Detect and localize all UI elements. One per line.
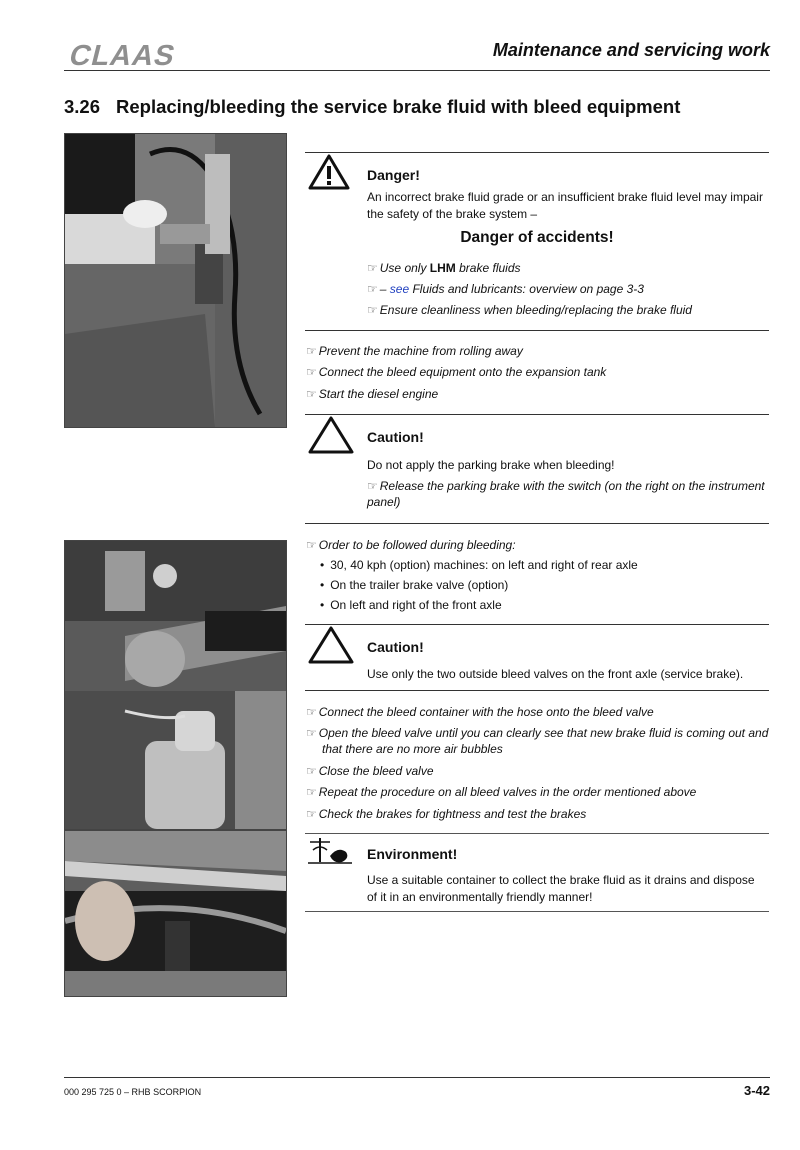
environment-icon — [308, 836, 352, 871]
caution1-bottom-rule — [305, 523, 769, 524]
section-title: Replacing/bleeding the service brake fluid with bleed equipment — [116, 96, 681, 117]
danger-headline: Danger of accidents! — [460, 229, 614, 246]
caution1-top-rule — [305, 414, 769, 415]
step-a-1-text: Prevent the machine from rolling away — [318, 344, 523, 358]
step-b-2-text: Open the bleed valve until you can clearly see that new brake fluid is coming out and that there are no more air bubbles — [318, 726, 769, 756]
step-a-3-text: Start the diesel engine — [318, 387, 439, 401]
section-number: 3.26 — [64, 96, 101, 117]
step-a-1 — [306, 343, 768, 359]
pointing-hand-icon: ☞ — [367, 303, 378, 317]
warning-triangle-icon — [308, 626, 354, 669]
pointing-hand-icon: ☞ — [306, 365, 317, 379]
see-link[interactable]: see — [389, 282, 410, 296]
step-b-3 — [306, 763, 768, 779]
step-b-4-text: Repeat the procedure on all bleed valves in the order mentioned above — [318, 785, 697, 799]
environment-text: Use a suitable container to collect the brake fluid as it drains and dispose of it in an environmentally friendly manner! — [367, 873, 755, 904]
footer-doc-id: 000 295 725 0 – RHB SCORPION — [64, 1087, 202, 1097]
environment-title: Environment! — [367, 846, 458, 862]
danger-step-1 — [367, 260, 767, 276]
environment-bottom-rule — [305, 911, 769, 912]
warning-triangle-icon — [308, 154, 350, 195]
danger-step-2-post: Fluids and lubricants: overview on page 3-3 — [409, 282, 644, 296]
caution1-step-text: Release the parking brake with the switch (on the right on the instrument panel) — [367, 479, 765, 509]
environment-top-rule — [305, 833, 769, 834]
pointing-hand-icon: ☞ — [306, 785, 317, 799]
step-b-5-text: Check the brakes for tightness and test the brakes — [318, 807, 587, 821]
lhm-bold: LHM — [429, 261, 456, 275]
caution1-title: Caution! — [367, 429, 424, 445]
caution1-text: Do not apply the parking brake when bleeding! — [367, 458, 615, 472]
step-b-1 — [306, 704, 768, 720]
step-a-3 — [306, 386, 768, 402]
header-rule — [64, 70, 770, 71]
danger-step-2 — [367, 281, 767, 297]
page-number: 3-42 — [743, 1083, 770, 1098]
header-title: Maintenance and servicing work — [492, 40, 770, 60]
pointing-hand-icon: ☞ — [306, 764, 317, 778]
caution2-title: Caution! — [367, 639, 424, 655]
order-bullet-1: • 30, 40 kph (option) machines: on left and right of rear axle — [320, 557, 638, 573]
danger-step-1-pre: Use only — [379, 261, 430, 275]
pointing-hand-icon: ☞ — [367, 282, 378, 296]
section-heading — [64, 96, 680, 118]
danger-step-3 — [367, 302, 767, 318]
pointing-hand-icon: ☞ — [306, 807, 317, 821]
step-b-5 — [306, 806, 768, 822]
caution1-step — [367, 478, 767, 510]
order-intro — [306, 537, 768, 553]
pointing-hand-icon: ☞ — [306, 705, 317, 719]
pointing-hand-icon: ☞ — [367, 479, 378, 493]
pointing-hand-icon: ☞ — [306, 538, 317, 552]
danger-top-rule — [305, 152, 769, 153]
order-bullet-2: • On the trailer brake valve (option) — [320, 577, 508, 593]
claas-logo — [64, 40, 196, 68]
pointing-hand-icon: ☞ — [306, 726, 317, 740]
caution2-bottom-rule — [305, 690, 769, 691]
photo-bleed-hose — [64, 830, 287, 997]
photo-expansion-tank — [64, 133, 287, 428]
order-intro-text: Order to be followed during bleeding: — [318, 538, 516, 552]
caution2-top-rule — [305, 624, 769, 625]
danger-text: An incorrect brake fluid grade or an insufficient brake fluid level may impair the safety of the brake system – — [367, 190, 763, 221]
step-b-2 — [306, 725, 784, 757]
step-b-3-text: Close the bleed valve — [318, 764, 434, 778]
order-bullet-3: • On left and right of the front axle — [320, 597, 502, 613]
danger-step-3-text: Ensure cleanliness when bleeding/replacing the brake fluid — [379, 303, 692, 317]
footer-rule — [64, 1077, 770, 1078]
danger-step-2-pre: – — [379, 282, 390, 296]
danger-step-1-post: brake fluids — [455, 261, 521, 275]
photo-bleed-container — [64, 540, 287, 830]
pointing-hand-icon: ☞ — [367, 261, 378, 275]
logo-text: CLAAS — [66, 40, 180, 68]
warning-triangle-icon — [308, 416, 354, 459]
caution2-text: Use only the two outside bleed valves on the front axle (service brake). — [367, 667, 744, 681]
step-a-2 — [306, 364, 768, 380]
pointing-hand-icon: ☞ — [306, 344, 317, 358]
danger-title: Danger! — [367, 167, 420, 183]
step-a-2-text: Connect the bleed equipment onto the expansion tank — [318, 365, 607, 379]
step-b-4 — [306, 784, 768, 800]
step-b-1-text: Connect the bleed container with the hose onto the bleed valve — [318, 705, 654, 719]
danger-bottom-rule — [305, 330, 769, 331]
pointing-hand-icon: ☞ — [306, 387, 317, 401]
